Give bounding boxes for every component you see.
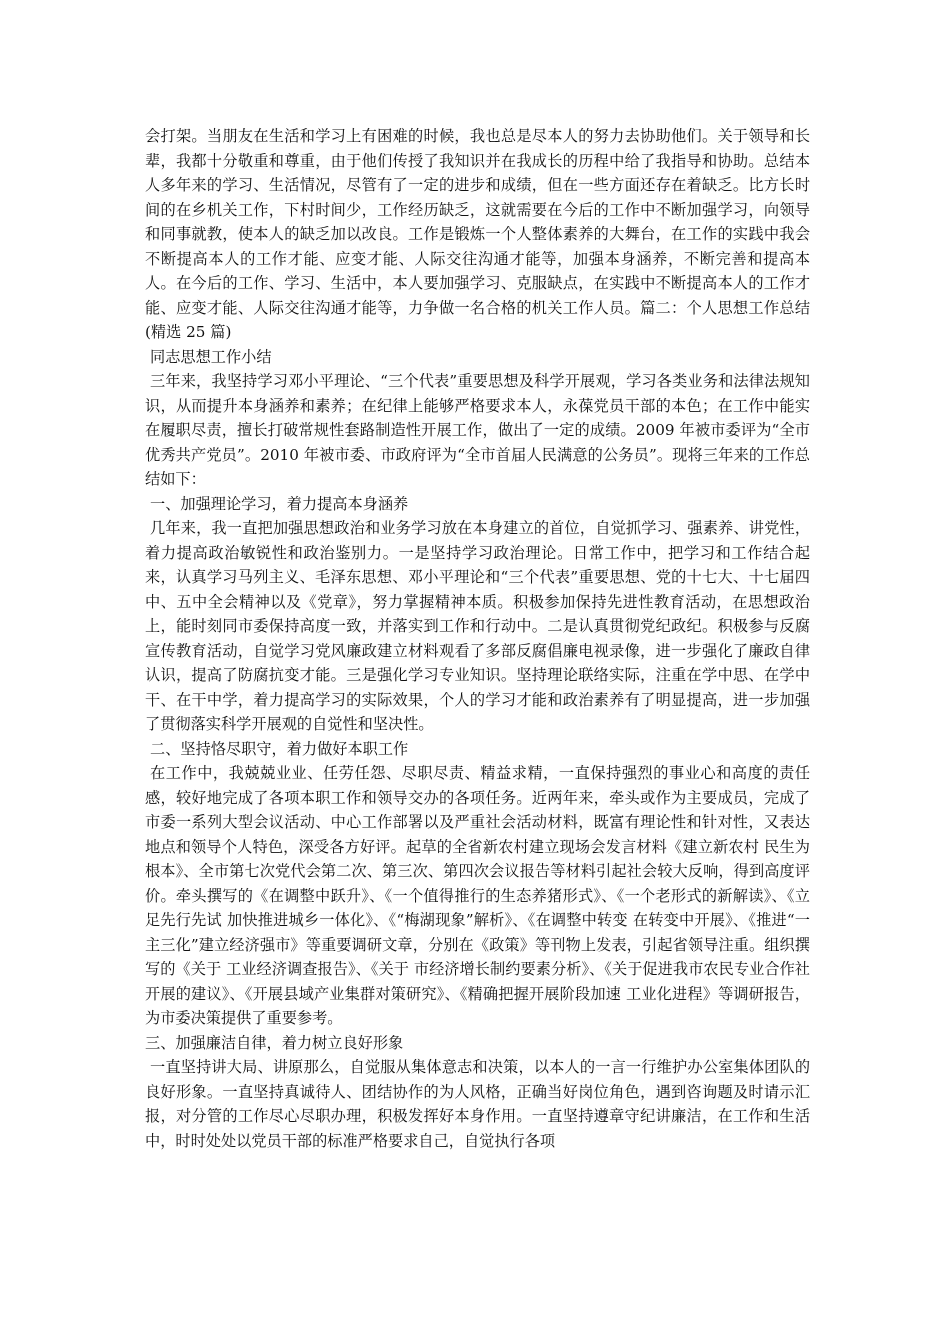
document-body [145, 124, 810, 1153]
section-title: 同志思想工作小结 [150, 347, 272, 366]
heading-2: 二、坚持恪尽职守，着力做好本职工作 [150, 739, 409, 758]
heading-3: 三、加强廉洁自律，着力树立良好形象 [145, 1033, 404, 1052]
paragraph-intro: 三年来，我坚持学习邓小平理论、“三个代表”重要思想及科学开展观，学习各类业务和法律法规知识，从而提升本身涵养和素养；在纪律上能够严格要求本人，永葆党员干部的本色；在工作中能实在履职尽责，擅长打破常规性套路制造性开展工作，做出了一定的成绩。2009 年被市委评为“全市优秀共产党员”。2010 年被市委、市政府评为“全市首届人民满意的公务员”。现将三年来的工作总结如下： [145, 372, 810, 488]
heading-1: 一、加强理论学习，着力提高本身涵养 [150, 494, 409, 513]
paragraph-theory: 几年来，我一直把加强思想政治和业务学习放在本身建立的首位，自觉抓学习、强素养、讲党性，着力提高政治敏锐性和政治鉴别力。一是坚持学习政治理论。日常工作中，把学习和工作结合起来，认真学习马列主义、毛泽东思想、邓小平理论和“三个代表”重要思想、党的十七大、十七届四中、五中全会精神以及《党章》，努力掌握精神本质。积极参加保持先进性教育活动，在思想政治上，能时刻同市委保持高度一致，并落实到工作和行动中。二是认真贯彻党纪政纪。积极参与反腐宣传教育活动，自觉学习党风廉政建立材料观看了多部反腐倡廉电视录像，进一步强化了廉政自律认识，提高了防腐抗变才能。三是强化学习专业知识。坚持理论联络实际，注重在学中思、在学中干、在干中学，着力提高学习的实际效果，个人的学习才能和政治素养有了明显提高，进一步加强了贯彻落实科学开展观的自觉性和坚决性。 [145, 519, 810, 733]
paragraph-continuation: 会打架。当朋友在生活和学习上有困难的时候，我也总是尽本人的努力去协助他们。关于领导和长辈，我都十分敬重和尊重，由于他们传授了我知识并在我成长的历程中给了我指导和协助。总结本人多年来的学习、生活情况，尽管有了一定的进步和成绩，但在一些方面还存在着缺乏。比方长时间的在乡机关工作，下村时间少，工作经历缺乏，这就需要在今后的工作中不断加强学习，向领导和同事就教，使本人的缺乏加以改良。工作是锻炼一个人整体素养的大舞台，在工作的实践中我会不断提高本人的工作才能、应变才能、人际交往沟通才能等，加强本身涵养，不断完善和提高本人。在今后的工作、学习、生活中，本人要加强学习、克服缺点，在实践中不断提高本人的工作才能、应变才能、人际交往沟通才能等，力争做一名合格的机关工作人员。篇二：个人思想工作总结(精选 25 篇) [145, 127, 810, 341]
paragraph-duty: 在工作中，我兢兢业业、任劳任怨、尽职尽责、精益求精，一直保持强烈的事业心和高度的责任感，较好地完成了各项本职工作和领导交办的各项任务。近两年来，牵头或作为主要成员，完成了市委一系列大型会议活动、中心工作部署以及严重社会活动材料，既富有理论性和针对性，又表达地点和领导个人特色，深受各方好评。起草的全省新农村建立现场会发言材料《建立新农村 民生为根本》、全市第七次党代会第二次、第三次、第四次会议报告等材料引起社会较大反响，得到高度评价。牵头撰写的《在调整中跃升》、《一个值得推行的生态养猪形式》、《一个老形式的新解读》、《立足先行先试 加快推进城乡一体化》、《“梅湖现象”解析》、《在调整中转变 在转变中开展》、《推进“一主三化”建立经济强市》等重要调研文章，分别在《政策》等刊物上发表，引起省领导注重。组织撰写的《关于 工业经济调查报告》、《关于 市经济增长制约要素分析》、《关于促进我市农民专业合作社开展的建议》、《开展县域产业集群对策研究》、《精确把握开展阶段加速 工业化进程》等调研报告，为市委决策提供了重要参考。 [145, 764, 810, 1027]
paragraph-integrity: 一直坚持讲大局、讲原那么，自觉服从集体意志和决策，以本人的一言一行维护办公室集体团队的良好形象。一直坚持真诚待人、团结协作的为人风格，正确当好岗位角色，遇到咨询题及时请示汇报，对分管的工作尽心尽职办理，积极发挥好本身作用。一直坚持遵章守纪讲廉洁，在工作和生活中，时时处处以党员干部的标准严格要求自己，自觉执行各项 [145, 1058, 810, 1150]
